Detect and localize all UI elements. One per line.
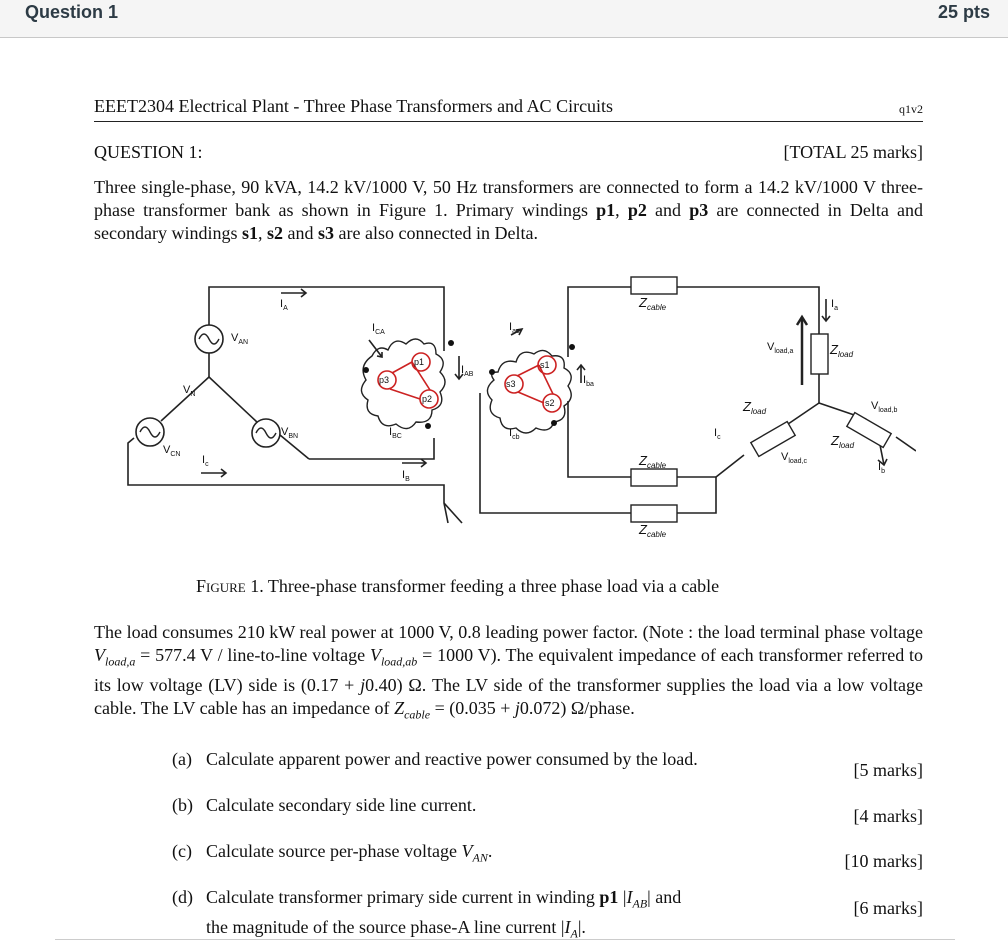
svg-text:VAN: $V_{AN}$ xyxy=(231,332,249,346)
svg-text:IB: $I_B$ xyxy=(402,469,410,483)
svg-text:p1: p1 xyxy=(414,357,425,367)
svg-text:IBC: $I_{BC}$ xyxy=(389,426,402,440)
circuit-diagram xyxy=(126,273,916,553)
svg-text:Zcable: $Z_{cable}$ xyxy=(639,522,667,539)
svg-text:Ic: $I_c$ xyxy=(714,427,721,441)
bottom-divider xyxy=(55,939,955,940)
header-rule xyxy=(94,121,923,122)
part-a: (a) Calculate apparent power and reactive power consumed by the load. xyxy=(172,749,698,769)
question-title: Question 1 xyxy=(25,2,119,22)
svg-text:VBN: $V_{BN}$ xyxy=(281,426,299,440)
svg-text:VN: $V_N$ xyxy=(183,384,196,398)
part-a-marks: [5 marks] xyxy=(853,760,923,780)
svg-text:Ic: $I_c$ xyxy=(202,454,209,468)
intro-paragraph: Three single-phase, 90 kVA, 14.2 kV/1000 V, 50 Hz transformers are connected to form a 14.2 kV/1000 V three-phase transformer bank as shown in Figure 1. Primary windings p1, p2 and p3 are connected in Delta and secondary windings s1, s2 and s3 are also connected in Delta. xyxy=(94,177,923,243)
load-paragraph: The load consumes 210 kW real power at 1000 V, 0.8 leading power factor. (Note : the load terminal phase voltage $V_{load,a} = 577.4$ V / line-to-line voltage $V_{load,ab} = 1000$ V). The equivalent impedance of each transformer referred to its low voltage (LV) side is (0.17 + j0.40) Ω. The LV side of the transformer supplies the load via a low voltage cable. The LV cable has an impedance of $Z_{cable} = (0.035 + j0.072)$ Ω/phase. xyxy=(94,622,923,722)
question-points: 25 pts xyxy=(937,2,990,22)
svg-text:s3: s3 xyxy=(506,379,516,389)
svg-text:VCN: $V_{CN}$ xyxy=(163,444,181,458)
part-b-marks: [4 marks] xyxy=(853,806,923,826)
svg-text:Zload: $Z_{load}$ xyxy=(831,433,855,450)
svg-text:s2: s2 xyxy=(545,398,555,408)
svg-text:Zcable: $Z_{cable}$ xyxy=(639,295,667,312)
question-label: QUESTION 1: xyxy=(94,142,203,162)
svg-text:Vload,b: $V_{load,b}$ xyxy=(871,400,898,414)
svg-text:Iac: $I_{ac}$ xyxy=(509,321,520,335)
svg-text:ICA: $I_{CA}$ xyxy=(372,322,385,336)
svg-text:Ib: $I_b$ xyxy=(878,461,885,475)
svg-text:Iba: $I_{ba}$ xyxy=(583,374,594,388)
part-b: (b) Calculate secondary side line current. xyxy=(172,795,477,815)
svg-text:Vload,a: $V_{load,a}$ xyxy=(767,341,794,355)
course-title: EEET2304 Electrical Plant - Three Phase Transformers and AC Circuits xyxy=(94,96,614,116)
svg-text:Icb: $I_{cb}$ xyxy=(509,427,520,441)
question-header xyxy=(0,0,1008,38)
svg-text:Vload,c: $V_{load,c}$ xyxy=(781,451,808,465)
svg-text:IA: $I_A$ xyxy=(280,298,288,312)
part-d-marks: [6 marks] xyxy=(853,898,923,918)
figure-caption: Figure 1. Three-phase transformer feeding a three phase load via a cable xyxy=(196,576,720,596)
part-c: (c) Calculate source per-phase voltage $V_{AN}$. xyxy=(172,841,493,865)
part-c-marks: [10 marks] xyxy=(844,851,923,871)
svg-text:s1: s1 xyxy=(540,360,550,370)
svg-text:Zload: $Z_{load}$ xyxy=(743,399,767,416)
svg-text:Zload: $Z_{load}$ xyxy=(830,342,854,359)
question-code: q1v2 xyxy=(899,102,923,116)
part-d: (d) Calculate transformer primary side current in winding p1 $|I_{AB}|$ and the magnitude of the source phase-A line current $|I_A|$. xyxy=(172,887,682,941)
svg-text:p2: p2 xyxy=(422,394,433,404)
svg-text:IAB: $I_{AB}$ xyxy=(461,364,474,378)
total-marks: [TOTAL 25 marks] xyxy=(783,142,923,162)
svg-text:Zcable: $Z_{cable}$ xyxy=(639,453,667,470)
svg-text:p3: p3 xyxy=(379,375,390,385)
svg-text:Ia: $I_a$ xyxy=(831,298,838,312)
